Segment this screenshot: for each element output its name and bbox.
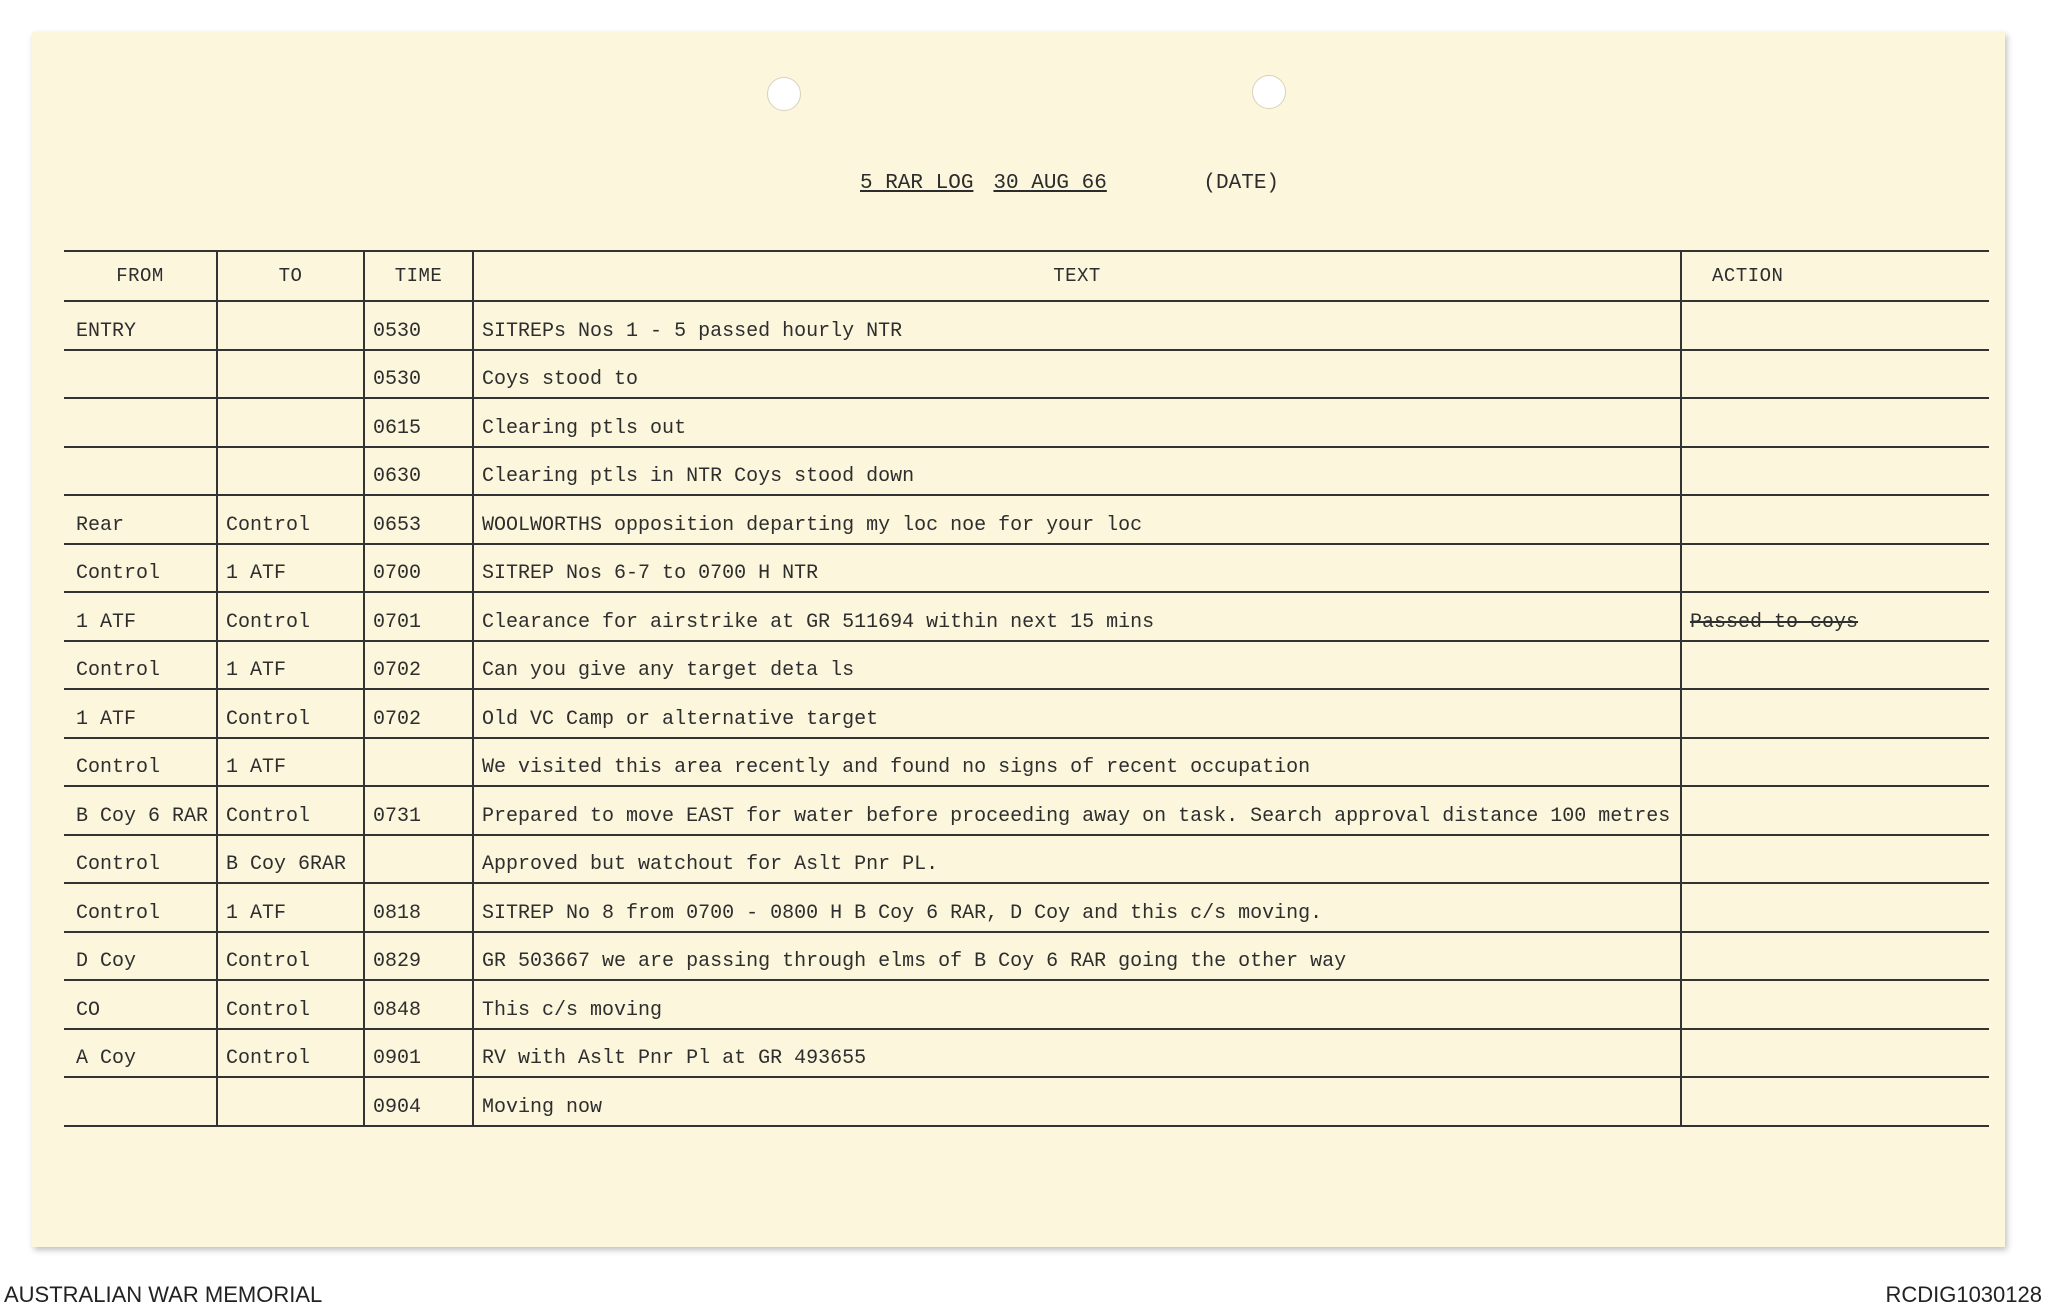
- log-date: 30 AUG 66: [993, 172, 1107, 195]
- table-row: [64, 495, 1989, 544]
- punch-hole-right: [1252, 75, 1286, 109]
- cell-from: [64, 1077, 217, 1126]
- cell-action: [1681, 786, 1989, 835]
- cell-to: [217, 1077, 364, 1126]
- cell-time: 0702: [364, 641, 473, 690]
- cell-action: [1681, 980, 1989, 1029]
- cell-from: Control: [64, 738, 217, 787]
- cell-text: RV with Aslt Pnr Pl at GR 493655: [473, 1029, 1681, 1078]
- cell-to: B Coy 6RAR: [217, 835, 364, 884]
- table-row: [64, 1029, 1989, 1078]
- cell-text: Clearing ptls out: [473, 398, 1681, 447]
- cell-time: 0829: [364, 932, 473, 981]
- cell-time: 0848: [364, 980, 473, 1029]
- table-row: [64, 980, 1989, 1029]
- cell-time: 0653: [364, 495, 473, 544]
- cell-to: 1 ATF: [217, 883, 364, 932]
- cell-from: [64, 350, 217, 399]
- column-header-to: TO: [217, 251, 364, 301]
- cell-action: [1681, 883, 1989, 932]
- cell-action: [1681, 1077, 1989, 1126]
- cell-to: 1 ATF: [217, 738, 364, 787]
- log-name: 5 RAR LOG: [860, 172, 974, 195]
- table-row: [64, 641, 1989, 690]
- cell-from: 1 ATF: [64, 689, 217, 738]
- cell-from: [64, 398, 217, 447]
- table-row: [64, 786, 1989, 835]
- column-header-time: TIME: [364, 251, 473, 301]
- cell-action: [1681, 398, 1989, 447]
- table-row: [64, 835, 1989, 884]
- cell-text: SITREPs Nos 1 - 5 passed hourly NTR: [473, 301, 1681, 350]
- cell-text: GR 503667 we are passing through elms of B Coy 6 RAR going the other way: [473, 932, 1681, 981]
- cell-from: ENTRY: [64, 301, 217, 350]
- cell-action: [1681, 738, 1989, 787]
- cell-to: 1 ATF: [217, 544, 364, 593]
- table-row: [64, 689, 1989, 738]
- table-row: [64, 398, 1989, 447]
- cell-time: 0700: [364, 544, 473, 593]
- cell-from: A Coy: [64, 1029, 217, 1078]
- cell-text: Moving now: [473, 1077, 1681, 1126]
- cell-action: [1681, 301, 1989, 350]
- cell-text: SITREP Nos 6-7 to 0700 H NTR: [473, 544, 1681, 593]
- cell-text: Approved but watchout for Aslt Pnr PL.: [473, 835, 1681, 884]
- cell-to: Control: [217, 495, 364, 544]
- cell-text: Clearing ptls in NTR Coys stood down: [473, 447, 1681, 496]
- table-row: [64, 350, 1989, 399]
- table-row: [64, 1077, 1989, 1126]
- cell-from: B Coy 6 RAR: [64, 786, 217, 835]
- cell-from: 1 ATF: [64, 592, 217, 641]
- cell-time: [364, 835, 473, 884]
- cell-to: Control: [217, 689, 364, 738]
- cell-to: Control: [217, 786, 364, 835]
- cell-action: [1681, 544, 1989, 593]
- log-sheet: [32, 32, 2005, 1247]
- date-label: (DATE): [1203, 172, 1280, 195]
- cell-to: [217, 350, 364, 399]
- cell-from: D Coy: [64, 932, 217, 981]
- table-row: [64, 447, 1989, 496]
- cell-text: This c/s moving: [473, 980, 1681, 1029]
- cell-action: Passed to coys: [1681, 592, 1989, 641]
- cell-from: Control: [64, 544, 217, 593]
- cell-to: Control: [217, 1029, 364, 1078]
- table-row: [64, 301, 1989, 350]
- cell-action: [1681, 1029, 1989, 1078]
- cell-text: Coys stood to: [473, 350, 1681, 399]
- cell-time: 0701: [364, 592, 473, 641]
- cell-time: 0904: [364, 1077, 473, 1126]
- cell-text: Prepared to move EAST for water before proceeding away on task. Search approval distance 100 metres: [473, 786, 1681, 835]
- cell-text: Can you give any target deta ls: [473, 641, 1681, 690]
- cell-time: 0731: [364, 786, 473, 835]
- table-row: [64, 932, 1989, 981]
- cell-to: Control: [217, 932, 364, 981]
- cell-from: [64, 447, 217, 496]
- cell-action: [1681, 447, 1989, 496]
- cell-to: Control: [217, 980, 364, 1029]
- cell-time: [364, 738, 473, 787]
- cell-from: Rear: [64, 495, 217, 544]
- cell-action: [1681, 835, 1989, 884]
- log-header: [860, 172, 1279, 195]
- cell-text: SITREP No 8 from 0700 - 0800 H B Coy 6 RAR, D Coy and this c/s moving.: [473, 883, 1681, 932]
- cell-action: [1681, 350, 1989, 399]
- cell-to: Control: [217, 592, 364, 641]
- institution-label: AUSTRALIAN WAR MEMORIAL: [4, 1282, 323, 1307]
- cell-to: 1 ATF: [217, 641, 364, 690]
- cell-text: We visited this area recently and found no signs of recent occupation: [473, 738, 1681, 787]
- column-header-from: FROM: [64, 251, 217, 301]
- cell-from: Control: [64, 835, 217, 884]
- table-row: [64, 883, 1989, 932]
- cell-time: 0615: [364, 398, 473, 447]
- column-header-action: ACTION: [1681, 251, 1989, 301]
- cell-from: CO: [64, 980, 217, 1029]
- cell-to: [217, 447, 364, 496]
- cell-from: Control: [64, 883, 217, 932]
- cell-action: [1681, 641, 1989, 690]
- cell-action: [1681, 932, 1989, 981]
- cell-text: Clearance for airstrike at GR 511694 within next 15 mins: [473, 592, 1681, 641]
- cell-time: 0530: [364, 301, 473, 350]
- table-row: [64, 544, 1989, 593]
- cell-to: [217, 301, 364, 350]
- log-table: [64, 250, 1989, 1127]
- cell-time: 0818: [364, 883, 473, 932]
- column-header-text: TEXT: [473, 251, 1681, 301]
- punch-hole-left: [767, 77, 801, 111]
- cell-action: [1681, 689, 1989, 738]
- cell-from: Control: [64, 641, 217, 690]
- cell-time: 0530: [364, 350, 473, 399]
- cell-text: WOOLWORTHS opposition departing my loc noe for your loc: [473, 495, 1681, 544]
- table-row: [64, 738, 1989, 787]
- cell-time: 0630: [364, 447, 473, 496]
- reference-number: RCDIG1030128: [1885, 1282, 2042, 1307]
- cell-text: Old VC Camp or alternative target: [473, 689, 1681, 738]
- cell-to: [217, 398, 364, 447]
- cell-action: [1681, 495, 1989, 544]
- table-row: [64, 592, 1989, 641]
- cell-time: 0901: [364, 1029, 473, 1078]
- cell-time: 0702: [364, 689, 473, 738]
- table-header-row: [64, 251, 1989, 301]
